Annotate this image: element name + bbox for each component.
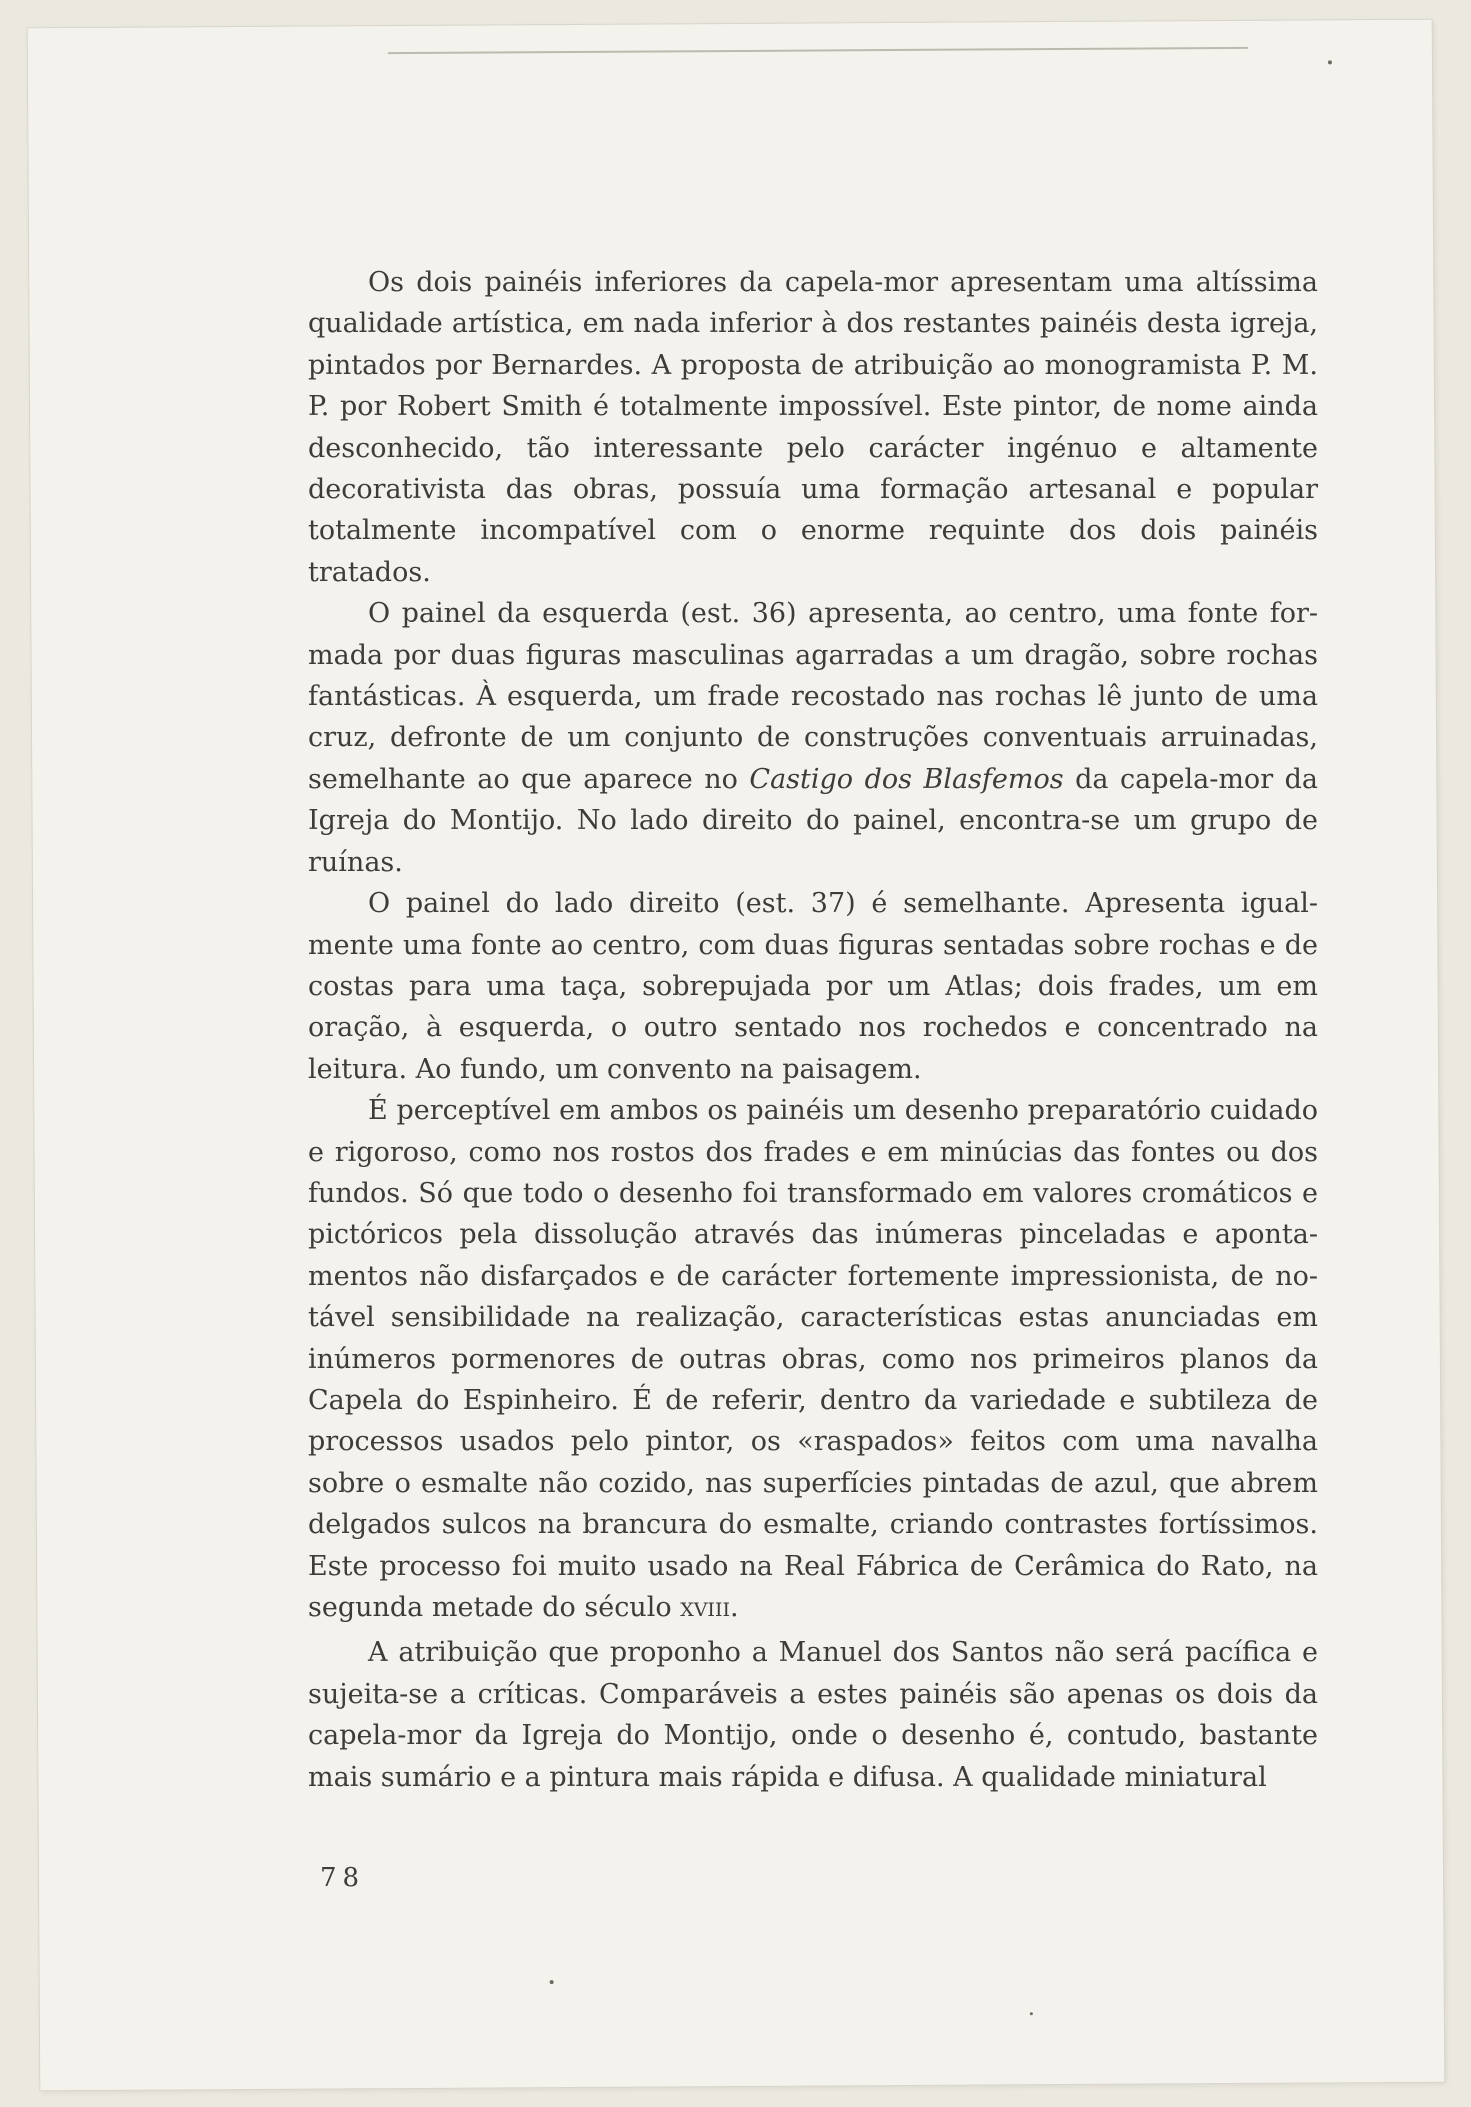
- book-title: Castigo dos Blasfemos: [749, 763, 1064, 795]
- page-top-edge: [388, 47, 1248, 54]
- paragraph-2-tail: da capela-mor da Igreja do Montijo. No lado direito do painel, encontra-se um grupo de ruínas.: [308, 763, 1318, 878]
- paragraph-3: O painel do lado direito (est. 37) é semelhante. Apresenta igualmente uma fonte ao centro, com duas figuras sentadas sobre rochas e de costas para uma taça, sobrepujada por um Atlas; dois frades, um em oração, à esquerda, o outro sentado nos rochedos e concentrado na leitura. Ao fundo, um convento na paisagem.: [308, 888, 1318, 1085]
- page-number: 78: [320, 1863, 366, 1893]
- paragraph-2: [308, 593, 1318, 883]
- dust-speck: [550, 1980, 554, 1984]
- paragraph-4: [308, 1090, 1318, 1628]
- paragraph-2-text: O painel da esquerda (est. 36) apresenta, ao centro, uma fonte formada por duas figuras masculinas agarradas a um dragão, sobre rochas fantásticas. À esquerda, um frade recostado nas rochas lê junto de uma cruz, defronte de um conjunto de construções conventuais arruinadas, semelhante ao que aparece no: [308, 598, 1318, 795]
- paragraph-1: Os dois painéis inferiores da capela-mor apresentam uma altíssima qualidade artística, em nada inferior à dos restantes painéis desta igreja, pintados por Bernardes. A proposta de atribuição ao monogramista P. M. P. por Robert Smith é totalmente impossível. Este pintor, de nome ainda desconhecido, tão interessante pelo carácter ingénuo e altamente decorativista das obras, possuía uma formação artesanal e popular totalmente incompatível com o enorme requinte dos dois painéis tratados.: [308, 267, 1318, 588]
- dust-speck: [1328, 60, 1332, 64]
- paragraph-4-text: É perceptível em ambos os painéis um desenho preparatório cuidado e rigoroso, como nos rostos dos frades e em minúcias das fontes ou dos fundos. Só que todo o desenho foi transformado em valores cromáticos e pictóricos pela dissolução através das inúmeras pinceladas e apontamentos não disfarçados e de carácter fortemente impressionista, de notável sensibilidade na realização, características estas anunciadas em inúmeros pormenores de outras obras, como nos primeiros planos da Capela do Espinheiro. É de referir, dentro da variedade e subtileza de processos usados pelo pintor, os «raspados» feitos com uma navalha sobre o esmalte não cozido, nas superfícies pintadas de azul, que abrem delgados sulcos na brancura do esmalte, criando contrastes fortíssimos. Este processo foi muito usado na Real Fábrica de Cerâmica do Rato, na segunda metade do século: [308, 1095, 1318, 1623]
- paragraph-5: A atribuição que proponho a Manuel dos Santos não será pacífica e sujeita-se a críticas. Comparáveis a estes painéis são apenas os dois da capela-mor da Igreja do Montijo, onde o desenho é, contudo, bastante mais sumário e a pintura mais rápida e difusa. A qualidade miniatural: [308, 1637, 1318, 1793]
- century-numeral: xviii: [680, 1592, 730, 1623]
- paragraph-4-tail: .: [729, 1592, 739, 1623]
- body-text: [308, 262, 1318, 1798]
- dust-speck: [1030, 2012, 1033, 2015]
